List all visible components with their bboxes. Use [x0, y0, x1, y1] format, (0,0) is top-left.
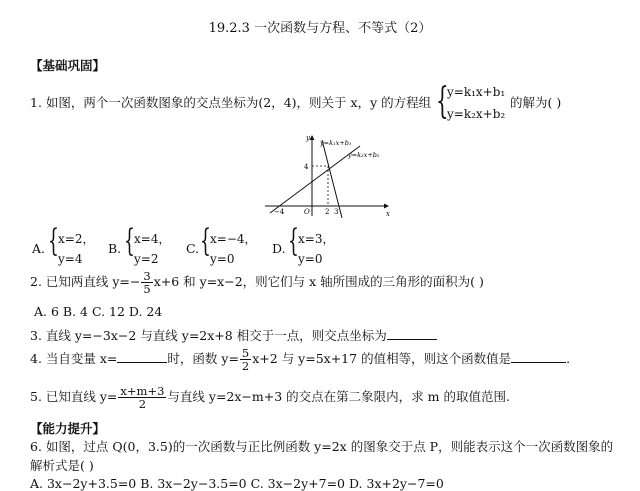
q1-text-after: 的解为( )	[510, 95, 562, 110]
line1-label: y=k₁x+b₁	[320, 139, 352, 147]
q1-system-brace: {	[436, 81, 449, 122]
q3-text	[30, 328, 437, 343]
tick-label-2: 2	[325, 208, 330, 216]
option-line-2: y=4	[58, 252, 83, 266]
option-brace: {	[124, 223, 135, 259]
q2-text-before: 2. 已知两直线 y=−	[30, 274, 141, 290]
tick-label-neg4: −4	[274, 208, 285, 216]
q1-text: 1. 如图，两个一次函数图象的交点坐标为(2，4)，则关于 x，y 的方程组	[30, 95, 432, 110]
q4-text-mid2: x+2 与 y=5x+17 的值相等，则这个函数值是	[252, 351, 512, 367]
option-line-2: y=0	[298, 252, 323, 266]
option-brace: {	[200, 223, 211, 259]
graph-line-1	[270, 146, 360, 213]
option-line-1: x=−4，	[210, 232, 257, 246]
q4-text-mid1: 时，函数 y=	[167, 351, 239, 367]
tick-label-4: 4	[304, 163, 309, 171]
section-heading-ability: 【能力提升】	[30, 421, 106, 436]
q6-line-1: 6. 如图，过点 Q(0，3.5)的一次函数与正比例函数 y=2x 的图象交于点 P，则能表示这个一次函数图象的	[30, 439, 614, 454]
section-heading-basic: 【基础巩固】	[30, 58, 106, 73]
option-letter: D.	[272, 241, 286, 256]
fraction-numerator: x+m+3	[120, 384, 165, 398]
option-brace: {	[288, 223, 299, 259]
q1-system-eq2: y=k₂x+b₂	[447, 107, 506, 121]
page-title: 19.2.3 一次函数与方程、不等式（2）	[208, 21, 432, 36]
option-line-1: x=2，	[58, 232, 95, 246]
option-line-1: x=3，	[298, 232, 335, 246]
fraction-denominator: 2	[138, 397, 147, 412]
q2-options[interactable]: A. 6 B. 4 C. 12 D. 24	[34, 304, 163, 319]
fraction-denominator: 2	[241, 359, 250, 374]
tick-label-3: 3	[334, 208, 339, 216]
q4-text	[30, 347, 570, 372]
fraction-denominator: 5	[143, 282, 151, 297]
q1-system-eq1: y=k₁x+b₁	[447, 85, 506, 99]
q2-text	[30, 270, 484, 295]
q3-answer-blank[interactable]	[387, 328, 437, 340]
q2-text-after: x+6 和 y=x−2，则它们与 x 轴所围成的三角形的面积为( )	[153, 274, 484, 290]
option-line-2: y=2	[134, 252, 159, 266]
option-line-2: y=0	[210, 252, 235, 266]
q4-x-blank[interactable]	[117, 351, 167, 363]
q5-text-before: 5. 已知直线 y=	[30, 389, 118, 405]
option-brace: {	[48, 223, 59, 259]
option-letter: A.	[32, 241, 46, 256]
q4-fraction	[240, 347, 251, 372]
q6-line-2: 解析式是( )	[30, 458, 94, 473]
q5-text	[30, 385, 510, 410]
line2-label: y=k₂x+b₂	[348, 151, 380, 159]
fraction-numerator: 3	[143, 269, 151, 283]
q2-fraction	[141, 270, 152, 295]
q5-text-after: 与直线 y=2x−m+3 的交点在第二象限内，求 m 的取值范围.	[167, 389, 510, 405]
origin-label: O	[304, 208, 310, 216]
y-axis-label: y	[306, 134, 310, 142]
y-axis-arrow	[310, 135, 315, 140]
q1-graph	[260, 128, 395, 218]
option-letter: B.	[108, 241, 122, 256]
x-axis-label: x	[386, 210, 390, 218]
x-axis-arrow	[384, 204, 389, 209]
q4-value-blank[interactable]	[511, 351, 566, 363]
option-letter: C.	[186, 241, 200, 256]
q3-text-body: 3. 直线 y=−3x−2 与直线 y=2x+8 相交于一点，则交点坐标为	[30, 328, 387, 343]
q4-text-end: .	[566, 351, 571, 367]
q6-options-partial[interactable]: A. 3x−2y+3.5=0 B. 3x−2y−3.5=0 C. 3x−2y+7=0 D. 3x+2y−7=0	[30, 476, 444, 491]
q4-text-before: 4. 当自变量 x=	[30, 351, 118, 367]
q5-fraction	[118, 385, 166, 410]
fraction-numerator: 5	[241, 346, 250, 360]
option-line-1: x=4，	[134, 232, 171, 246]
